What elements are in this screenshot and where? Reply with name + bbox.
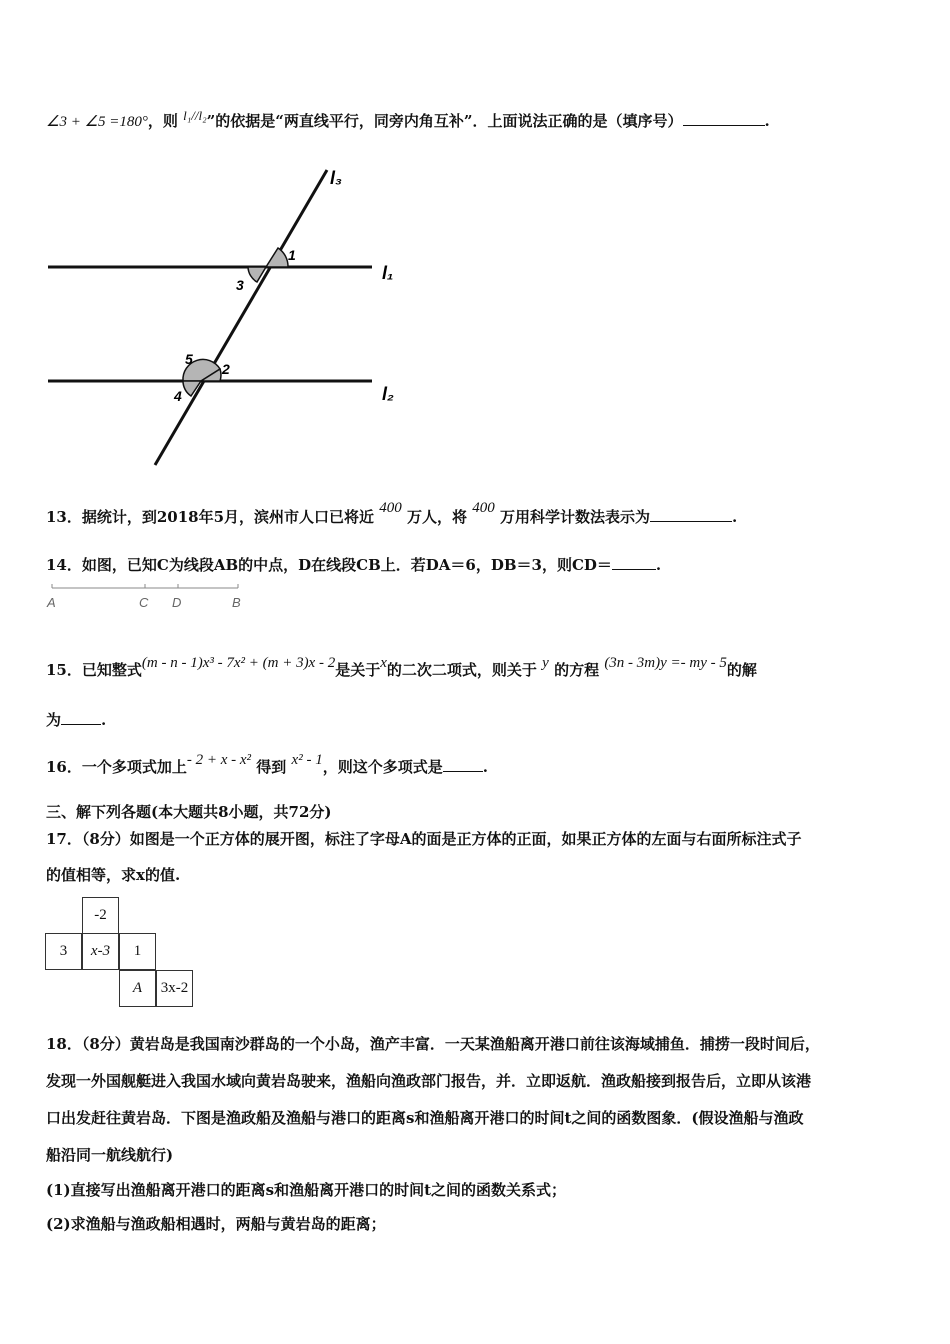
q16-expression-2: x² - 1 <box>291 752 323 768</box>
q12-rest: ”的依据是“两直线平行，同旁内角互补”．上面说法正确的是（填序号） <box>206 112 683 130</box>
answer-blank-15[interactable] <box>61 710 101 725</box>
question-17-line2: 的值相等，求x的值. <box>46 866 181 884</box>
parallel-expression: l₁//l₂ <box>183 108 207 123</box>
q16-prefix: 16．一个多项式加上 <box>46 758 187 776</box>
question-18-line1: 18．（8分）黄岩岛是我国南沙群岛的一个小岛，渔产丰富．一天某渔船离开港口前往该海域捕鱼．捕捞一段时间后， <box>46 1035 820 1053</box>
q12-end: . <box>764 112 770 130</box>
q16-mid: 得到 <box>256 758 287 776</box>
label-l3: l₃ <box>330 168 342 188</box>
question-18-line4: 船沿同一航线航行) <box>46 1146 174 1164</box>
q13-mid: 万人，将 <box>407 508 468 526</box>
angle-label-1: 1 <box>288 247 296 263</box>
q13-end: . <box>732 508 738 526</box>
label-l2: l₂ <box>382 384 394 404</box>
segment-figure <box>40 580 260 614</box>
q16-end: . <box>482 758 488 776</box>
question-15 <box>46 655 757 680</box>
answer-blank-14[interactable] <box>612 555 656 570</box>
answer-blank-12[interactable] <box>683 111 765 126</box>
net-face-left: 3 <box>45 933 82 970</box>
q14-end: . <box>655 556 662 574</box>
question-18-part1: (1)直接写出渔船离开港口的距离s和渔船离开港口的时间t之间的函数关系式； <box>46 1181 567 1199</box>
angle-label-5: 5 <box>185 351 193 367</box>
net-face-center-right: 1 <box>119 933 156 970</box>
question-18-line3: 口出发赶往黄岩岛．下图是渔政船及渔船与港口的距离s和渔船离开港口的时间t之间的函数图象．(假设渔船与渔政 <box>46 1109 804 1127</box>
question-18-part2: (2)求渔船与渔政船相遇时，两船与黄岩岛的距离； <box>46 1215 386 1233</box>
q15-equation: (3n - 3m)y =- my - 5 <box>604 655 727 671</box>
q15-polynomial: (m - n - 1)x³ - 7x² + (m + 3)x - 2 <box>141 655 336 671</box>
q13-number-2: 400 <box>472 500 495 516</box>
angle-1-arc <box>266 248 288 267</box>
q15-prefix: 15．已知整式 <box>46 661 142 679</box>
angle-label-2: 2 <box>222 361 230 377</box>
angle-expression: ∠3 + ∠5 =180° <box>46 114 148 130</box>
point-label-c: C <box>139 595 149 610</box>
net-face-top: -2 <box>82 897 119 934</box>
q12-tail-line <box>46 110 770 131</box>
point-label-a: A <box>47 595 56 610</box>
net-face-bottom-right: 3x-2 <box>156 970 193 1007</box>
q13-number-1: 400 <box>379 500 402 516</box>
q15-line2: 为 <box>46 711 62 729</box>
question-14 <box>46 554 661 575</box>
point-label-d: D <box>172 595 182 610</box>
q14-text: 14．如图，已知C为线段AB的中点，D在线段CB上．若DA＝6，DB＝3，则CD＝ <box>46 556 612 574</box>
q15-var-y: y <box>542 655 549 671</box>
line-l3 <box>155 170 327 465</box>
q16-expression-1: - 2 + x - x² <box>186 752 252 768</box>
question-16 <box>46 752 488 777</box>
answer-blank-13[interactable] <box>650 507 732 522</box>
section-3-heading: 三、解下列各题(本大题共8小题，共72分) <box>46 803 332 821</box>
q15-mid2: 的二次二项式，则关于 <box>386 661 537 679</box>
q15-end: . <box>101 711 107 729</box>
q15-mid3: 的方程 <box>554 661 600 679</box>
question-17-line1: 17．（8分）如图是一个正方体的展开图，标注了字母A的面是正方体的正面，如果正方体的左面与右面所标注式子 <box>46 830 802 848</box>
point-label-b: B <box>232 595 241 610</box>
net-face-center-left: x-3 <box>82 933 119 970</box>
q16-suffix: ，则这个多项式是 <box>322 758 443 776</box>
label-l1: l₁ <box>382 263 394 283</box>
q13-prefix: 13．据统计，到2018年5月，滨州市人口已将近 <box>46 508 375 526</box>
answer-blank-16[interactable] <box>443 757 483 772</box>
q15-mid1: 是关于 <box>335 661 381 679</box>
question-18-line2: 发现一外国舰艇进入我国水域向黄岩岛驶来，渔船向渔政部门报告，并．立即返航．渔政船接到报告后，立即从该港 <box>46 1072 812 1090</box>
q15-suffix: 的解 <box>726 661 757 679</box>
question-13 <box>46 500 738 527</box>
question-15-line2 <box>46 709 106 730</box>
angle-label-4: 4 <box>174 388 182 404</box>
angle-label-3: 3 <box>236 277 244 293</box>
q13-suffix: 万用科学计数法表示为 <box>500 508 651 526</box>
q15-var-x: x <box>380 655 387 671</box>
parallel-lines-figure <box>0 160 460 480</box>
net-face-front-a: A <box>119 970 156 1007</box>
q12-then: ，则 <box>147 112 178 130</box>
